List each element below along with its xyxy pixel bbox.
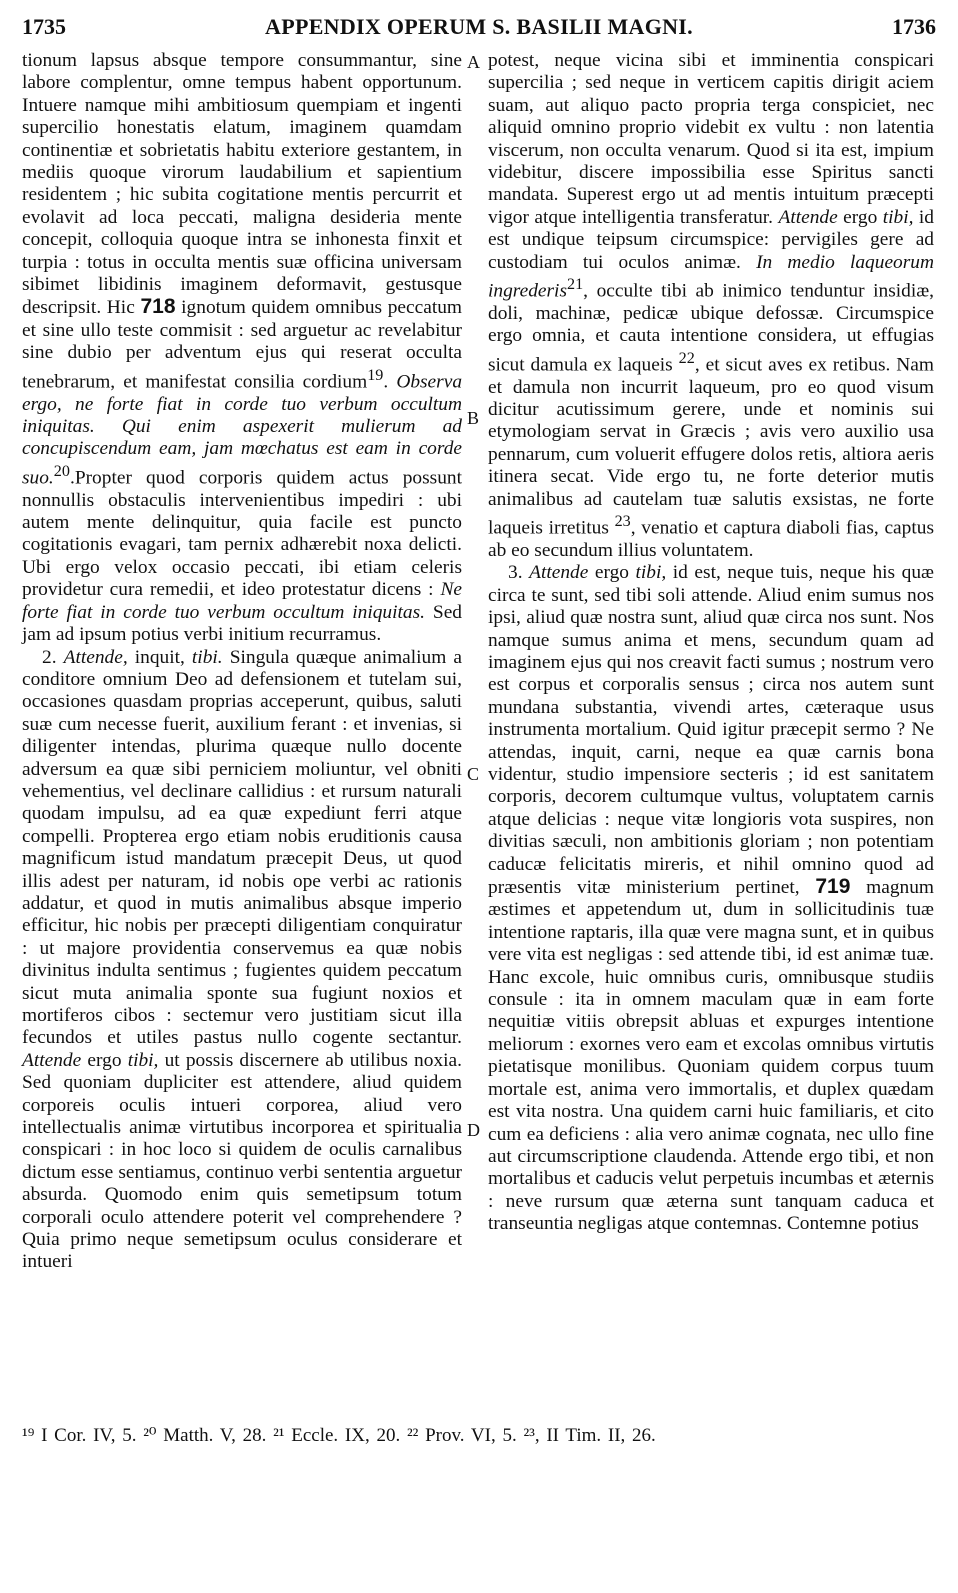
text-run: Singula quæque animalium a conditore omnium Deo ad defensionem et tutelam sui, occasiones quasdam proprias acceperunt, quibus, saluti suæ cum necesse fuerit, auxilium ferant : et invenias, si diligenter intendas, plurima quæque nullo docente adversum ea quæ sibi perniciem moliuntur, vel obniti vehementius, vel declinare callidius : et rursum naturali quodam impulsu, ad ea quæ expediunt ferri atque compelli. Propterea ergo etiam nobis eruditionis causa magnificum istud mandatum præcepit Deus, ut quod illis adest per naturam, id nobis ope verbi ac rationis addatur, et quod in mutis animalibus absque imperio efficitur, hic nobis per præcepti diligentiam conquiratur : ut majore providentia conservemus ea quæ nobis divinitus indulta sentimus ; fugientes quidem peccatum sicut muta animalia sponte sua fugiunt noxios et mortiferos cibos : sectemur vero justitiam sicut illa fecundos et utiles pastus nullo cogente sectantur. bbox=[22, 646, 462, 1049]
text-run: id est undique teipsum circumspice: pervigiles gere ad custodiam tui oculos animæ. bbox=[488, 206, 934, 273]
text-run: id est, neque tuis, neque his quæ circa te sunt, sed tibi soli attende. Aliud enim sumus nos ipsi, aliud quæ nostra sunt, aliud quæ circa nos sunt. Nos namque sumus anima et mens, secundum quam ad imaginem ejus qui nos creavit facti sumus ; nostrum vero est corpus et corporalis sensus ; circa nos autem sunt mundana substantia, vivendi artes, cæteraque usus instrumenta mortalium. Quid igitur præcepit sermo ? Ne attendas, inquit, carni, neque ea quæ carnis bona videntur, studio impensiore secteris ; id est sanitatem corporis, decorem cultumque vultus, voluptatem carnis atque delicias : neque vitæ longioris vota suspires, non divitias sæculi, non ambitionis gloriam ; non potentiam caducæ felicitatis mireris, et nihil omnino quod ad præsentis vitæ ministerium pertinet, bbox=[488, 562, 934, 899]
margin-letter-c: C bbox=[467, 764, 480, 784]
text-run: ergo bbox=[87, 1049, 122, 1071]
text-run: . bbox=[383, 371, 397, 393]
footnotes: ¹⁹ I Cor. IV, 5. ²⁰ Matth. V, 28. ²¹ Eccle. IX, 20. ²² Prov. VI, 5. ²³, II Tim. II, 26. bbox=[22, 1425, 656, 1446]
text-run: Sed jam ad ipsum potius verbi initium recurramus. bbox=[22, 601, 462, 646]
italic-run: tibi, bbox=[882, 206, 914, 228]
italic-run: Attende bbox=[22, 1049, 82, 1071]
text-run: potest, neque vicina sibi et imminentia conspicari supercilia ; sed neque in verticem capitis dirigit aciem suam, aut aliquo pacto propria terga conspiciet, nec aliquid omnino proprio videbit ex vultu : non latentia viscerum, non occulta venarum. Quod si ita est, impium videbitur, discere impossibilia esse Spiritus sancti mandata. Superest ergo ut ad mentis intuitum præcepti vigor atque intelligentia transferatur. bbox=[488, 50, 934, 228]
margin-letter-a: A bbox=[467, 52, 480, 72]
italic-run: tibi, bbox=[635, 562, 667, 584]
text-run: ergo bbox=[843, 206, 878, 228]
text-run: ignotum quidem omnibus peccatum et sine ullo teste commisit : sed arguetur ac revelabitur sine dubio per adventum ejus qui reserat occulta tenebrarum, et manifestat consilia cordium bbox=[22, 297, 462, 393]
text-run: ut possis discernere ab utilibus noxia. Sed quoniam dupliciter est attendere, aliud quidem corporeis oculis intueri corporea, aliud vero intellectualis animæ virtutibus incorporea et spiritualia conspicari : in hoc loco si quidem de oculis carnalibus dictum esse sentiamus, continuo verbi sententia arguetur absurda. Quomodo enim quis semetipsum totum corporali oculo attendere poterit vel comprehendere ? Quia primo neque semetipsum oculus considerare et intueri bbox=[22, 1049, 462, 1273]
column-number-719: 719 bbox=[815, 875, 851, 899]
text-run: Propter quod corporis quidem actus possunt nonnullis obstaculis intervenientibus impediri : ubi autem mente delinquitur, quia facile est puncto cogitationis evagari, tam pernix adhærebit noxa delicti. Ubi ergo velox occasio peccati, ibi etiam celeris providetur cura remedii, et ideo protestatur dicens : bbox=[22, 467, 462, 601]
left-paragraph-1: tionum lapsus absque tempore consummantur, sine labore complentur, omne tempus habent opportunum. Intuere namque mihi ambitiosum quempiam et ingenti supercilio honestatis elatum, imaginem quamdam continentiæ et sobrietatis habitu exteriore gestantem, in mediis quoque virorum laudabilium et sapientium residentem ; hic subita cogitatione mentis percurrit et evolavit ad loca peccati, maligna desideria mente concepit, colloquia quoque intra se inhonesta finxit et turpia : totus in occulta mentis suæ officina universam sibimet libidinis imaginem deformavit, gestusque descripsit. Hic 718 ignotum quidem omnibus peccatum et sine ullo teste commisit : sed arguetur ac revelabitur sine dubio per adventum ejus qui reserat occulta tenebrarum, et manifestat consilia cordium$^{19}$. Observa ergo, ne forte fiat in corde tuo verbum occultum iniquitas. Qui enim aspexerit mulierum ad concupiscendum eam, jam mœchatus est eam in corde suo.$^{20}$.Propter quod corporis quidem actus possunt nonnullis obstaculis intervenientibus impediri : ubi autem mente delinquitur, quia facile est puncto cogitationis evagari, tam pernix adhærebit noxa delicti. Ubi ergo velox occasio peccati, ibi etiam celeris providetur cura remedii, et ideo protestatur dicens : Ne forte fiat in corde tuo verbum occultum iniquitas. Sed jam ad ipsum potius verbi initium recurramus. bbox=[22, 50, 463, 646]
column-number-718: 718 bbox=[140, 295, 176, 319]
italic-run: Ne forte fiat in corde tuo verbum occultum iniquitas. bbox=[22, 579, 462, 623]
right-page-number: 1736 bbox=[892, 14, 936, 39]
italic-run: Attende bbox=[778, 206, 838, 228]
text-run: inquit, bbox=[134, 646, 185, 668]
footnote-ref-20: 20 bbox=[53, 462, 70, 480]
margin-letter-d: D bbox=[467, 1120, 480, 1140]
footnote-ref-23: 23 bbox=[614, 513, 631, 531]
footnote-ref-22: 22 bbox=[678, 349, 695, 367]
italic-run: Attende bbox=[529, 562, 589, 584]
italic-run: In medio laqueorum ingrederis bbox=[488, 251, 934, 302]
text-run: , occulte tibi ab inimico tenduntur insidiæ, doli, machinæ, pedicæ ubique defossæ. Circumspice ergo omnia, et cauta intentione considera, ut effugias sicut damula ex laqueis bbox=[488, 280, 934, 376]
left-paragraph-2 bbox=[22, 647, 462, 1274]
right-column bbox=[488, 50, 934, 1236]
left-column bbox=[22, 50, 462, 1274]
text-run: , et sicut aves ex retibus. Nam et damula non incurrit laqueum, pro eo quod visum dicitur acutissimum gerere, unde et nominis sui etymologiam servat in Græcis ; avis vero auxilio usa pennarum, cum voluerit effugere dolos retis, altiora aeris itinera secat. Vide ergo tu, ne forte deterior mutis animalibus ad cautelam tuæ salutis exsistas, ne forte laqueis irretitus bbox=[488, 354, 934, 539]
left-page-number: 1735 bbox=[22, 14, 66, 39]
italic-run: tibi, bbox=[127, 1049, 159, 1071]
right-paragraph-3 bbox=[488, 562, 934, 1235]
text-run: tionum lapsus absque tempore consummantur, sine labore complentur, omne tempus habent opportunum. Intuere namque mihi ambitiosum quempiam et ingenti supercilio honestatis elatum, imaginem quamdam continentiæ et sobrietatis habitu exteriore gestantem, in mediis quoque virorum laudabilium et sapientium residentem ; hic subita cogitatione mentis percurrit et evolavit ad loca peccati, maligna desideria mente concepit, colloquia quoque intra se inhonesta finxit et turpia : totus in occulta mentis suæ officina universam sibimet libidinis imaginem deformavit, gestusque descripsit. Hic bbox=[22, 50, 462, 319]
italic-run: tibi. bbox=[191, 646, 223, 668]
margin-letter-b: B bbox=[467, 408, 480, 428]
section-number: 3. bbox=[508, 562, 523, 584]
text-run: ergo bbox=[594, 562, 629, 584]
italic-run: Observa ergo, ne forte fiat in corde tuo verbum occultum iniquitas. Qui enim aspexerit mulierum ad concupiscendum eam, jam mœchatus est eam in corde suo. bbox=[22, 371, 463, 489]
section-number: 2. bbox=[42, 646, 57, 668]
right-paragraph-1 bbox=[488, 50, 934, 562]
text-run: magnum æstimes et appetendum ut, dum in sollicitudinis tuæ intentione raptaris, illa quæ vere magna sunt, et in quibus vere vita est negligas : sed attende tibi, id est animæ tuæ. Hanc excole, huic omnibus curis, omnibusque studiis consule : ita in omnem maculam quæ in eam forte nequitiæ vitiis obrepsit abluas et expurges intentione meliorum : exornes vero eam et excolas omnibus virtutis pietatisque monilibus. Quoniam quidem corpus tuum mortale est, anima vero immortalis, et duplex quædam est vita nostra. Una quidem carni huic familiaris, et cito cum ea deficiens : alia vero animæ cognata, nec ullo fine aut circumscriptione claudenda. Attende ergo tibi, et non mortalibus et caducis velut perpetuis incumbas et æternis : neve rursum quæ æterna sunt tanquam caduca et transeuntia negligas atque contemnas. Contemne potius bbox=[488, 877, 934, 1235]
italic-run: Attende, bbox=[63, 646, 128, 668]
page-header bbox=[0, 14, 958, 44]
running-title: APPENDIX OPERUM S. BASILII MAGNI. bbox=[265, 14, 693, 39]
footnote-ref-21: 21 bbox=[567, 276, 584, 294]
footnote-ref-19: 19 bbox=[367, 366, 384, 384]
text-run: , venatio et captura diaboli fias, captus ab eo secundum illius voluntatem. bbox=[488, 517, 934, 561]
